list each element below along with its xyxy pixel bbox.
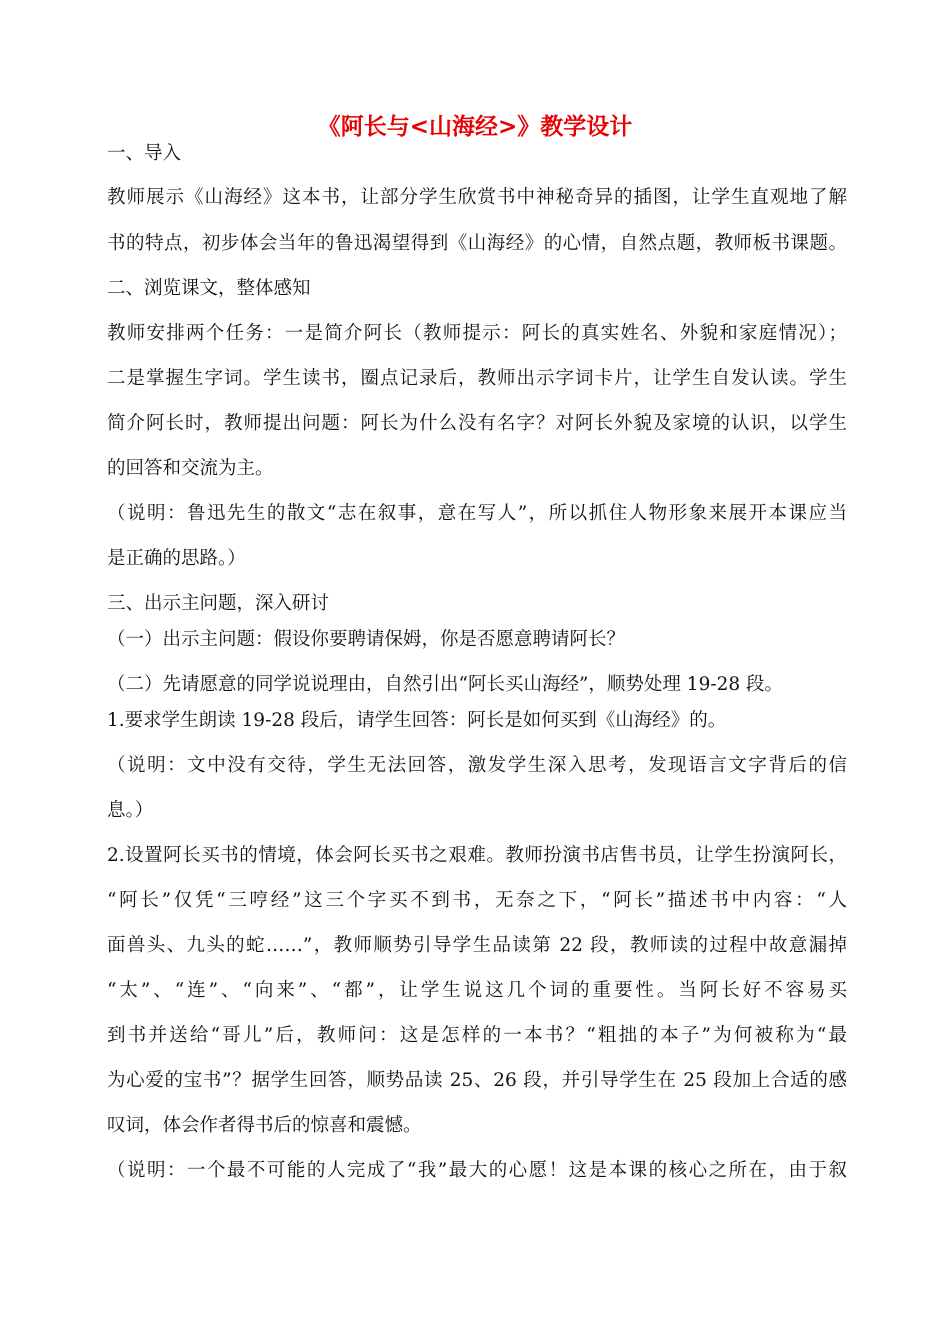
note-line: 息。）: [107, 800, 154, 821]
paragraph-line: 书的特点，初步体会当年的鲁迅渴望得到《山海经》的心情，自然点题，教师板书课题。: [107, 233, 847, 254]
paragraph-line: 教师安排两个任务：一是简介阿长（教师提示：阿长的真实姓名、外貌和家庭情况）；: [107, 323, 847, 344]
section-heading-browse: 二、浏览课文，整体感知: [107, 278, 311, 299]
paragraph-line: （一）出示主问题：假设你要聘请保姆，你是否愿意聘请阿长？: [107, 629, 626, 650]
note-line: 是正确的思路。）: [107, 548, 246, 569]
paragraph-line: 的回答和交流为主。: [107, 458, 274, 479]
paragraph-line: 教师展示《山海经》这本书，让部分学生欣赏书中神秘奇异的插图，让学生直观地了解: [107, 187, 847, 208]
section-heading-main-question: 三、出示主问题，深入研讨: [107, 593, 330, 614]
paragraph-line: 面兽头、九头的蛇……”，教师顺势引导学生品读第 22 段，教师读的过程中故意漏掉: [107, 935, 847, 956]
paragraph-line: 2.设置阿长买书的情境，体会阿长买书之艰难。教师扮演书店售书员，让学生扮演阿长，: [107, 845, 847, 866]
paragraph-line: 为心爱的宝书”？据学生回答，顺势品读 25、26 段，并引导学生在 25 段加上合适的感: [107, 1070, 847, 1091]
paragraph-line: 到书并送给“哥儿”后，教师问：这是怎样的一本书？“粗拙的本子”为何被称为“最: [107, 1025, 847, 1046]
section-heading-intro: 一、导入: [107, 143, 182, 164]
paragraph-line: 1.要求学生朗读 19-28 段后，请学生回答：阿长是如何买到《山海经》的。: [107, 710, 727, 731]
document-title: 《阿长与<山海经>》教学设计: [317, 114, 633, 140]
note-line: （说明：鲁迅先生的散文“志在叙事，意在写人”，所以抓住人物形象来展开本课应当: [107, 503, 847, 524]
paragraph-line: 叹词，体会作者得书后的惊喜和震憾。: [107, 1115, 422, 1136]
paragraph-line: “阿长”仅凭“三哼经”这三个字买不到书，无奈之下，“阿长”描述书中内容：“人: [107, 890, 847, 911]
note-line: （说明：文中没有交待，学生无法回答，激发学生深入思考，发现语言文字背后的信: [107, 755, 847, 776]
paragraph-line: 简介阿长时，教师提出问题：阿长为什么没有名字？对阿长外貌及家境的认识，以学生: [107, 413, 847, 434]
paragraph-line: “太”、“连”、“向来”、“都”，让学生说这几个词的重要性。当阿长好不容易买: [107, 980, 847, 1001]
paragraph-line: （二）先请愿意的同学说说理由，自然引出“阿长买山海经”，顺势处理 19-28 段。: [107, 674, 784, 695]
paragraph-line: 二是掌握生字词。学生读书，圈点记录后，教师出示字词卡片，让学生自发认读。学生: [107, 368, 847, 389]
note-line: （说明：一个最不可能的人完成了“我”最大的心愿！这是本课的核心之所在，由于叙: [107, 1160, 847, 1181]
